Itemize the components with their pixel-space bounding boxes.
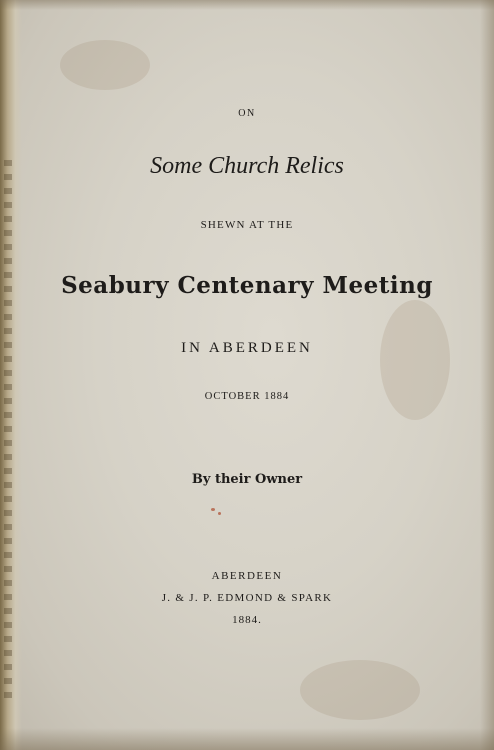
top-edge-wear — [0, 0, 494, 10]
on-line: ON — [238, 108, 256, 119]
imprint-publisher: J. & J. P. EDMOND & SPARK — [161, 592, 333, 604]
location-line: IN ABERDEEN — [181, 340, 313, 356]
paper-stain — [60, 40, 150, 90]
red-speck — [218, 512, 221, 515]
byline: By their Owner — [191, 472, 303, 487]
shewn-at-line: SHEWN AT THE — [200, 219, 294, 231]
bottom-edge-wear — [0, 728, 494, 750]
red-speck — [211, 508, 215, 511]
date-line: OCTOBER 1884 — [204, 391, 290, 402]
imprint-year: 1884. — [232, 614, 262, 626]
paper-stain — [300, 660, 420, 720]
paper-stain — [380, 300, 450, 420]
meeting-name: Seabury Centenary Meeting — [61, 272, 433, 299]
cover-title: Some Church Relics — [150, 153, 344, 179]
imprint-city: ABERDEEN — [211, 570, 283, 582]
